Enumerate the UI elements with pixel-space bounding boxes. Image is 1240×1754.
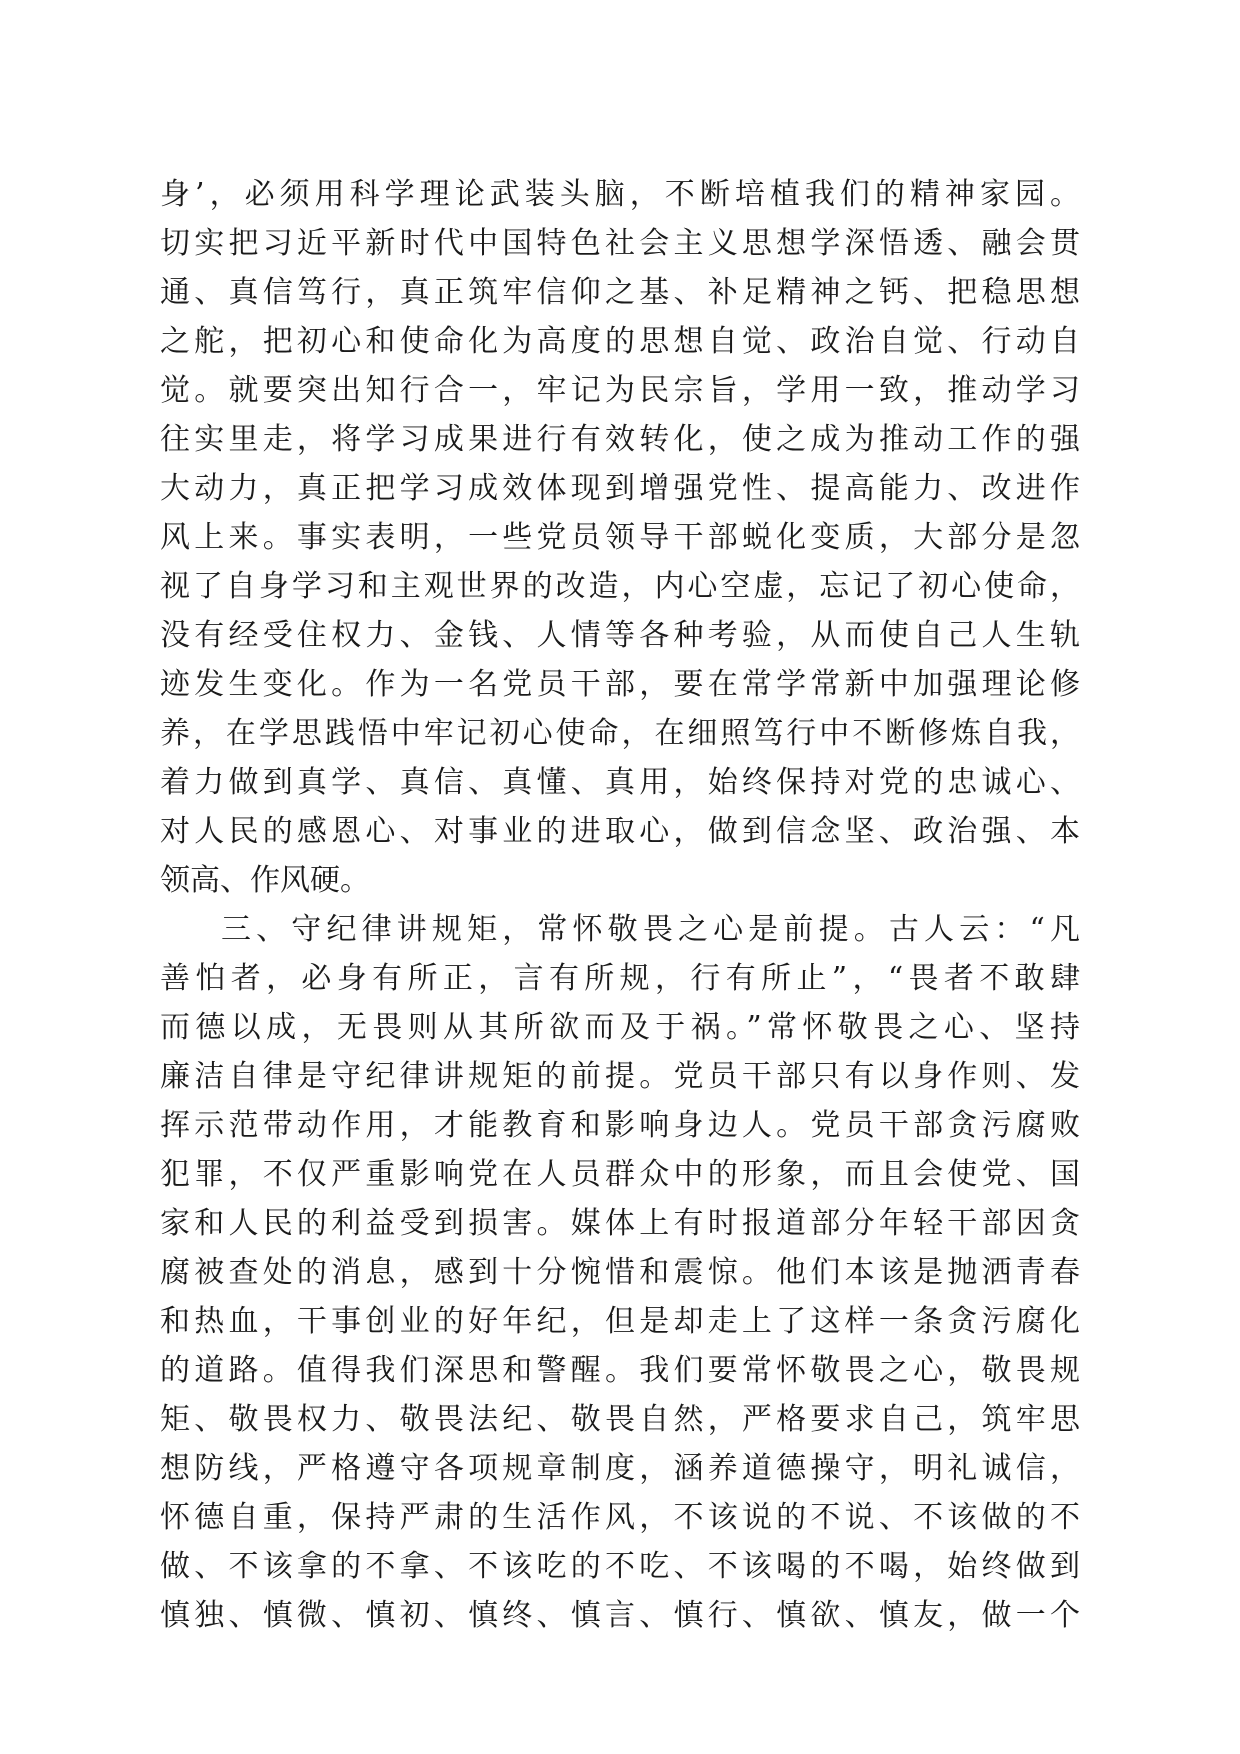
text-line: 而德以成，无畏则从其所欲而及于祸。”常怀敬畏之心、坚持 [160, 1010, 1080, 1045]
text-line: 想防线，严格遵守各项规章制度，涵养道德操守，明礼诚信， [160, 1451, 1080, 1486]
text-line: 和热血，干事创业的好年纪，但是却走上了这样一条贪污腐化 [160, 1304, 1080, 1339]
text-line: 慎独、慎微、慎初、慎终、慎言、慎行、慎欲、慎友，做一个 [160, 1598, 1080, 1633]
text-line: 身’，必须用科学理论武装头脑，不断培植我们的精神家园。 [160, 177, 1080, 212]
text-line: 切实把习近平新时代中国特色社会主义思想学深悟透、融会贯 [160, 226, 1080, 261]
text-line: 廉洁自律是守纪律讲规矩的前提。党员干部只有以身作则、发 [160, 1059, 1080, 1094]
text-line: 挥示范带动作用，才能教育和影响身边人。党员干部贪污腐败 [160, 1108, 1080, 1143]
text-line: 善怕者，必身有所正，言有所规，行有所止”，“畏者不敢肆 [160, 961, 1080, 996]
text-line: 通、真信笃行，真正筑牢信仰之基、补足精神之钙、把稳思想 [160, 275, 1080, 310]
paragraph-1 [160, 170, 1080, 905]
text-line: 做、不该拿的不拿、不该吃的不吃、不该喝的不喝，始终做到 [160, 1549, 1080, 1584]
text-line: 养，在学思践悟中牢记初心使命，在细照笃行中不断修炼自我， [160, 716, 1080, 751]
text-line: 犯罪，不仅严重影响党在人员群众中的形象，而且会使党、国 [160, 1157, 1080, 1192]
text-line: 着力做到真学、真信、真懂、真用，始终保持对党的忠诚心、 [160, 765, 1080, 800]
paragraph-2 [160, 905, 1080, 1640]
text-line: 领高、作风硬。 [160, 863, 370, 898]
text-line: 往实里走，将学习成果进行有效转化，使之成为推动工作的强 [160, 422, 1080, 457]
text-line: 之舵，把初心和使命化为高度的思想自觉、政治自觉、行动自 [160, 324, 1080, 359]
text-line: 大动力，真正把学习成效体现到增强党性、提高能力、改进作 [160, 471, 1080, 506]
text-line: 怀德自重，保持严肃的生活作风，不该说的不说、不该做的不 [160, 1500, 1080, 1535]
section-heading-line: 三、守纪律讲规矩，常怀敬畏之心是前提。古人云：“凡 [221, 912, 1080, 947]
text-line: 腐被查处的消息，感到十分惋惜和震惊。他们本该是抛洒青春 [160, 1255, 1080, 1290]
text-line: 没有经受住权力、金钱、人情等各种考验，从而使自己人生轨 [160, 618, 1080, 653]
text-line: 的道路。值得我们深思和警醒。我们要常怀敬畏之心，敬畏规 [160, 1353, 1080, 1388]
text-line: 迹发生变化。作为一名党员干部，要在常学常新中加强理论修 [160, 667, 1080, 702]
body-text [160, 170, 1080, 1640]
text-line: 觉。就要突出知行合一，牢记为民宗旨，学用一致，推动学习 [160, 373, 1080, 408]
text-line: 家和人民的利益受到损害。媒体上有时报道部分年轻干部因贪 [160, 1206, 1080, 1241]
text-line: 风上来。事实表明，一些党员领导干部蜕化变质，大部分是忽 [160, 520, 1080, 555]
text-line: 矩、敬畏权力、敬畏法纪、敬畏自然，严格要求自己，筑牢思 [160, 1402, 1080, 1437]
text-line: 视了自身学习和主观世界的改造，内心空虚，忘记了初心使命， [160, 569, 1080, 604]
text-line: 对人民的感恩心、对事业的进取心，做到信念坚、政治强、本 [160, 814, 1080, 849]
